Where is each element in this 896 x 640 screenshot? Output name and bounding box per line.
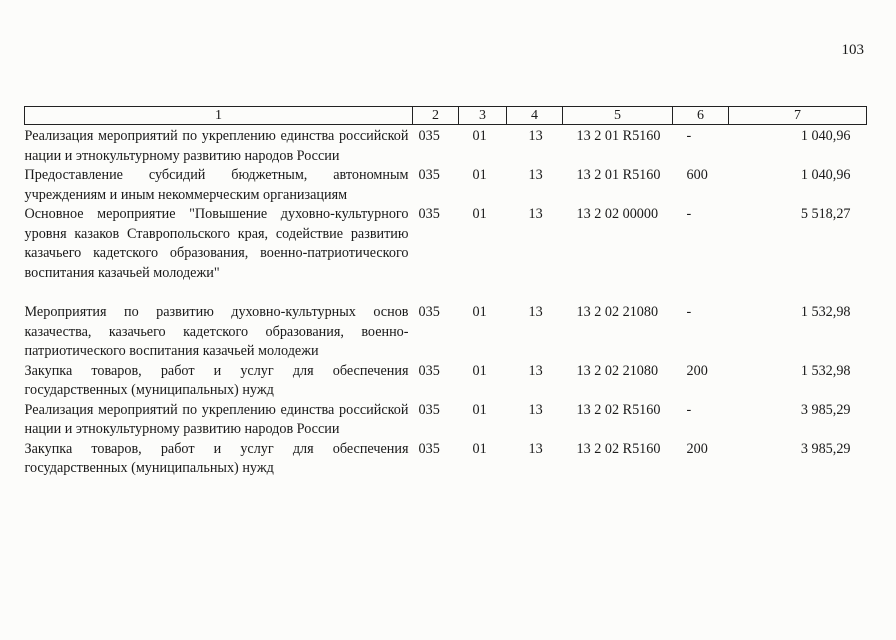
row-col4: 13 (528, 401, 543, 418)
row-col5: 13 2 02 21080 (576, 362, 659, 379)
row-col3: 01 (472, 128, 487, 144)
row-amount: 5 518,27 (800, 206, 851, 222)
row-col6: - (686, 206, 692, 222)
row-col4: 13 (528, 206, 543, 222)
header-col-5: 5 (563, 107, 673, 125)
row-amount: 3 985,29 (800, 440, 851, 457)
row-col5: 13 2 02 00000 (576, 206, 659, 222)
row-col5: 13 2 01 R5160 (576, 128, 661, 144)
row-col3: 01 (472, 401, 487, 418)
budget-table (24, 106, 867, 479)
table-row (25, 440, 867, 479)
row-col4: 13 (528, 362, 543, 379)
row-name: Реализация мероприятий по укреплению единства российской нации и этнокультурному развитию народов России (24, 401, 409, 437)
table-row (25, 303, 867, 362)
row-amount: 1 040,96 (800, 167, 851, 183)
page-number: 103 (841, 42, 864, 58)
row-col2: 035 (418, 401, 440, 418)
row-name: Предоставление субсидий бюджетным, автономным учреждениям и иным некоммерческим организациям (24, 167, 409, 203)
row-col5: 13 2 02 21080 (576, 304, 659, 320)
row-col2: 035 (418, 167, 440, 183)
row-col6: 200 (686, 440, 708, 457)
header-col-1: 1 (25, 107, 413, 125)
row-name: Мероприятия по развитию духовно-культурных основ казачества, казачьего кадетского образования, военно-патриотического воспитания казачьей молодежи (24, 304, 409, 359)
table-row (25, 362, 867, 401)
row-amount: 1 532,98 (800, 304, 851, 320)
row-col6: 600 (686, 167, 708, 183)
row-col4: 13 (528, 440, 543, 457)
header-col-6: 6 (673, 107, 729, 125)
row-col3: 01 (472, 304, 487, 320)
row-col4: 13 (528, 128, 543, 144)
row-col6: - (686, 128, 692, 144)
table-row (25, 166, 867, 205)
row-col2: 035 (418, 128, 440, 144)
row-spacer (25, 283, 867, 303)
row-name: Закупка товаров, работ и услуг для обеспечения государственных (муниципальных) нужд (24, 440, 409, 476)
row-col4: 13 (528, 167, 543, 183)
row-col2: 035 (418, 440, 440, 457)
row-col3: 01 (472, 206, 487, 222)
row-col3: 01 (472, 440, 487, 457)
table-row (25, 205, 867, 283)
row-col3: 01 (472, 362, 487, 379)
row-col2: 035 (418, 206, 440, 222)
row-col2: 035 (418, 304, 440, 320)
row-amount: 3 985,29 (800, 401, 851, 418)
row-col5: 13 2 01 R5160 (576, 167, 661, 183)
row-col6: 200 (686, 362, 708, 379)
header-col-3: 3 (459, 107, 507, 125)
row-col2: 035 (418, 362, 440, 379)
row-amount: 1 532,98 (800, 362, 851, 379)
row-col3: 01 (472, 167, 487, 183)
row-col6: - (686, 304, 692, 320)
table-header-row (25, 107, 867, 125)
header-col-2: 2 (413, 107, 459, 125)
row-amount: 1 040,96 (800, 128, 851, 144)
header-col-4: 4 (507, 107, 563, 125)
row-name: Реализация мероприятий по укреплению единства российской нации и этнокультурному развитию народов России (24, 128, 409, 164)
row-col5: 13 2 02 R5160 (576, 440, 661, 457)
table-row (25, 125, 867, 167)
header-col-7: 7 (729, 107, 867, 125)
row-col4: 13 (528, 304, 543, 320)
table-row (25, 401, 867, 440)
row-col6: - (686, 401, 692, 418)
row-col5: 13 2 02 R5160 (576, 401, 661, 418)
row-name: Основное мероприятие "Повышение духовно-культурного уровня казаков Ставропольского края, содействие развитию казачьего кадетского образования, военно-патриотического воспитания казачьей молодежи" (24, 206, 409, 281)
row-name: Закупка товаров, работ и услуг для обеспечения государственных (муниципальных) нужд (24, 362, 409, 398)
